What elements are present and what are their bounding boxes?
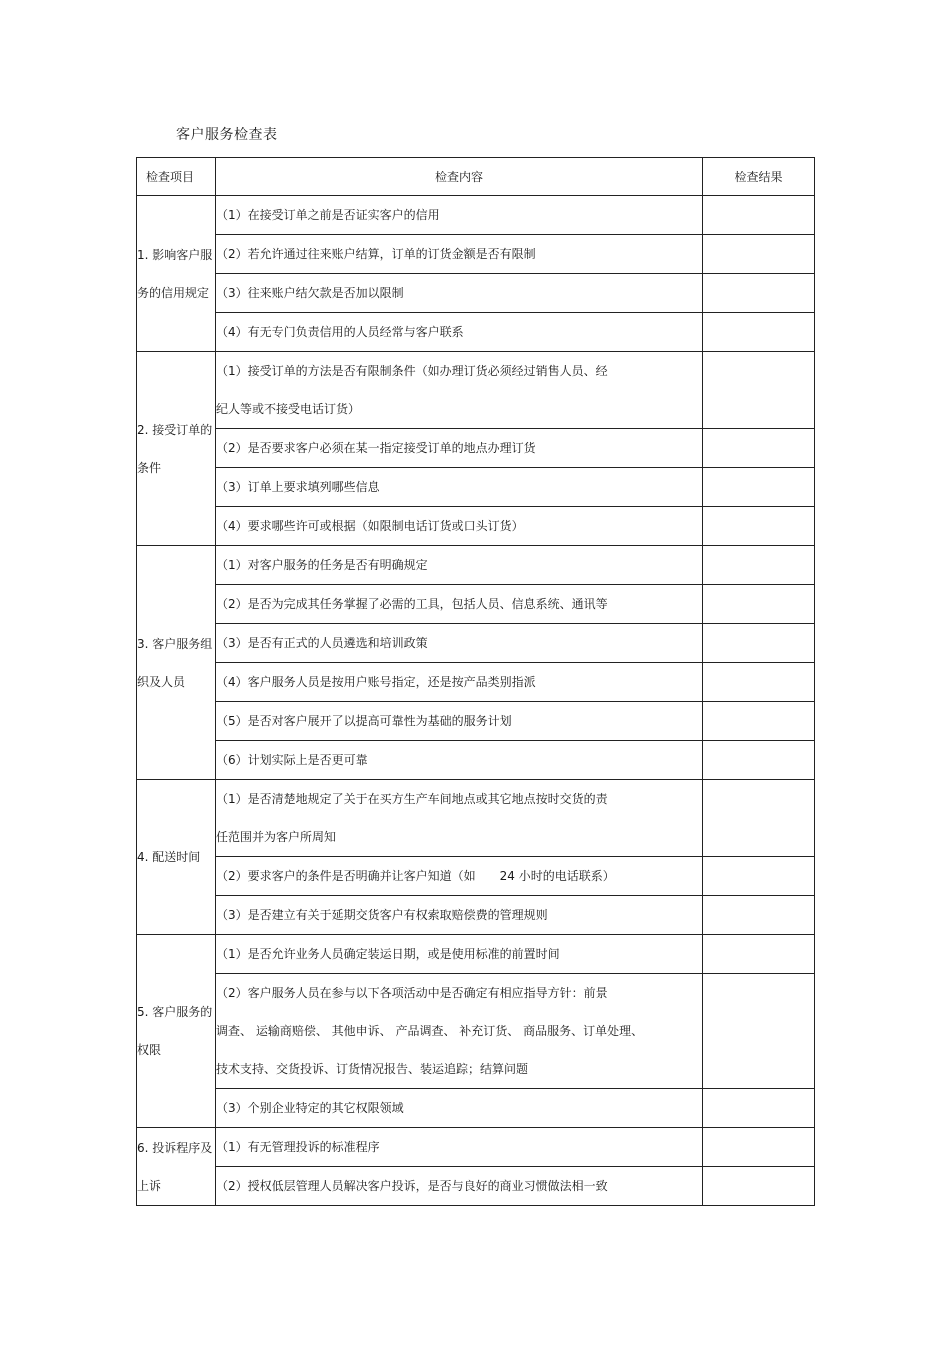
check-content-line: （3）订单上要求填列哪些信息 [216,480,380,494]
table-row [137,1167,815,1206]
check-content-line: （1）接受订单的方法是否有限制条件（如办理订货必须经过销售人员、经 [216,364,608,378]
check-content-line: （3）个别企业特定的其它权限领域 [216,1101,404,1115]
check-content [216,857,703,896]
page-title: 客户服务检查表 [176,127,278,143]
check-category: 5. 客户服务的权限 [137,935,216,1128]
check-result-cell[interactable] [703,1128,815,1167]
check-result-cell[interactable] [703,935,815,974]
check-result-cell[interactable] [703,352,815,429]
check-category: 1. 影响客户服务的信用规定 [137,196,216,352]
table-body [137,196,815,1206]
check-content [216,585,703,624]
check-result-cell[interactable] [703,974,815,1089]
header-result: 检查结果 [703,158,815,196]
table-row [137,935,815,974]
table-row [137,429,815,468]
check-content [216,896,703,935]
check-content-line: （4）要求哪些许可或根据（如限制电话订货或口头订货） [216,519,524,533]
check-category: 3. 客户服务组织及人员 [137,546,216,780]
table-row [137,274,815,313]
table-row [137,780,815,857]
check-result-cell[interactable] [703,507,815,546]
table-row [137,313,815,352]
check-result-cell[interactable] [703,857,815,896]
table-row [137,585,815,624]
check-content [216,274,703,313]
check-content-line: （1）对客户服务的任务是否有明确规定 [216,558,428,572]
check-result-cell[interactable] [703,1167,815,1206]
check-content [216,507,703,546]
header-item: 检查项目 [137,158,216,196]
check-content-line: 纪人等或不接受电话订货） [216,402,361,416]
check-result-cell[interactable] [703,196,815,235]
table-row [137,896,815,935]
inspection-table [136,157,815,1206]
check-content-line: （3）往来账户结欠款是否加以限制 [216,286,404,300]
check-content [216,235,703,274]
check-content [216,546,703,585]
check-result-cell[interactable] [703,429,815,468]
check-content [216,313,703,352]
table-row [137,1128,815,1167]
check-content-line: （3）是否有正式的人员遴选和培训政策 [216,636,428,650]
check-result-cell[interactable] [703,585,815,624]
check-content-line: （1）有无管理投诉的标准程序 [216,1140,380,1154]
header-row [137,158,815,196]
table-row [137,196,815,235]
check-content-line: （2）授权低层管理人员解决客户投诉，是否与良好的商业习惯做法相一致 [216,1179,608,1193]
check-result-cell[interactable] [703,313,815,352]
check-content-line: （2）是否为完成其任务掌握了必需的工具，包括人员、信息系统、通讯等 [216,597,608,611]
check-result-cell[interactable] [703,624,815,663]
check-category: 4. 配送时间 [137,780,216,935]
check-content-line: 任范围并为客户所周知 [216,830,337,844]
check-content-line: （4）有无专门负责信用的人员经常与客户联系 [216,325,464,339]
check-content [216,624,703,663]
check-content-line: 调查、 运输商赔偿、 其他申诉、 产品调查、 补充订货、 商品服务、订单处理、 [216,1024,644,1038]
check-content [216,663,703,702]
table-row [137,352,815,429]
check-category: 2. 接受订单的条件 [137,352,216,546]
check-content [216,468,703,507]
check-content-line: （1）是否允许业务人员确定装运日期，或是使用标准的前置时间 [216,947,560,961]
check-content [216,196,703,235]
check-content-line: （1）是否清楚地规定了关于在买方生产车间地点或其它地点按时交货的责 [216,792,608,806]
table-row [137,507,815,546]
check-content-line: （5）是否对客户展开了以提高可靠性为基础的服务计划 [216,714,512,728]
check-content-line: （1）在接受订单之前是否证实客户的信用 [216,208,440,222]
check-result-cell[interactable] [703,780,815,857]
table-row [137,624,815,663]
check-content-line: （4）客户服务人员是按用户账号指定，还是按产品类别指派 [216,675,536,689]
check-content [216,1167,703,1206]
header-content: 检查内容 [216,158,703,196]
check-content [216,935,703,974]
check-result-cell[interactable] [703,1089,815,1128]
check-result-cell[interactable] [703,468,815,507]
table-row [137,974,815,1089]
table-row [137,235,815,274]
table-row [137,468,815,507]
check-content [216,429,703,468]
table-row [137,1089,815,1128]
check-result-cell[interactable] [703,896,815,935]
check-content [216,780,703,857]
table-row [137,741,815,780]
check-content-line: （3）是否建立有关于延期交货客户有权索取赔偿费的管理规则 [216,908,548,922]
check-result-cell[interactable] [703,702,815,741]
check-result-cell[interactable] [703,546,815,585]
check-content-line: （6）计划实际上是否更可靠 [216,753,368,767]
check-result-cell[interactable] [703,663,815,702]
table-row [137,546,815,585]
check-content-line: （2）是否要求客户必须在某一指定接受订单的地点办理订货 [216,441,536,455]
check-result-cell[interactable] [703,235,815,274]
check-result-cell[interactable] [703,274,815,313]
check-content [216,741,703,780]
check-content [216,702,703,741]
check-category: 6. 投诉程序及上诉 [137,1128,216,1206]
table-row [137,857,815,896]
check-content [216,1089,703,1128]
table-row [137,663,815,702]
check-result-cell[interactable] [703,741,815,780]
table-row [137,702,815,741]
check-content-line: （2）若允许通过往来账户结算，订单的订货金额是否有限制 [216,247,536,261]
check-content-line: 技术支持、交货投诉、订货情况报告、装运追踪；结算问题 [216,1062,529,1076]
check-content-line: （2）要求客户的条件是否明确并让客户知道（如 24 小时的电话联系） [216,869,615,883]
check-content [216,1128,703,1167]
check-content [216,352,703,429]
check-content-line: （2）客户服务人员在参与以下各项活动中是否确定有相应指导方针：前景 [216,986,608,1000]
check-content [216,974,703,1089]
